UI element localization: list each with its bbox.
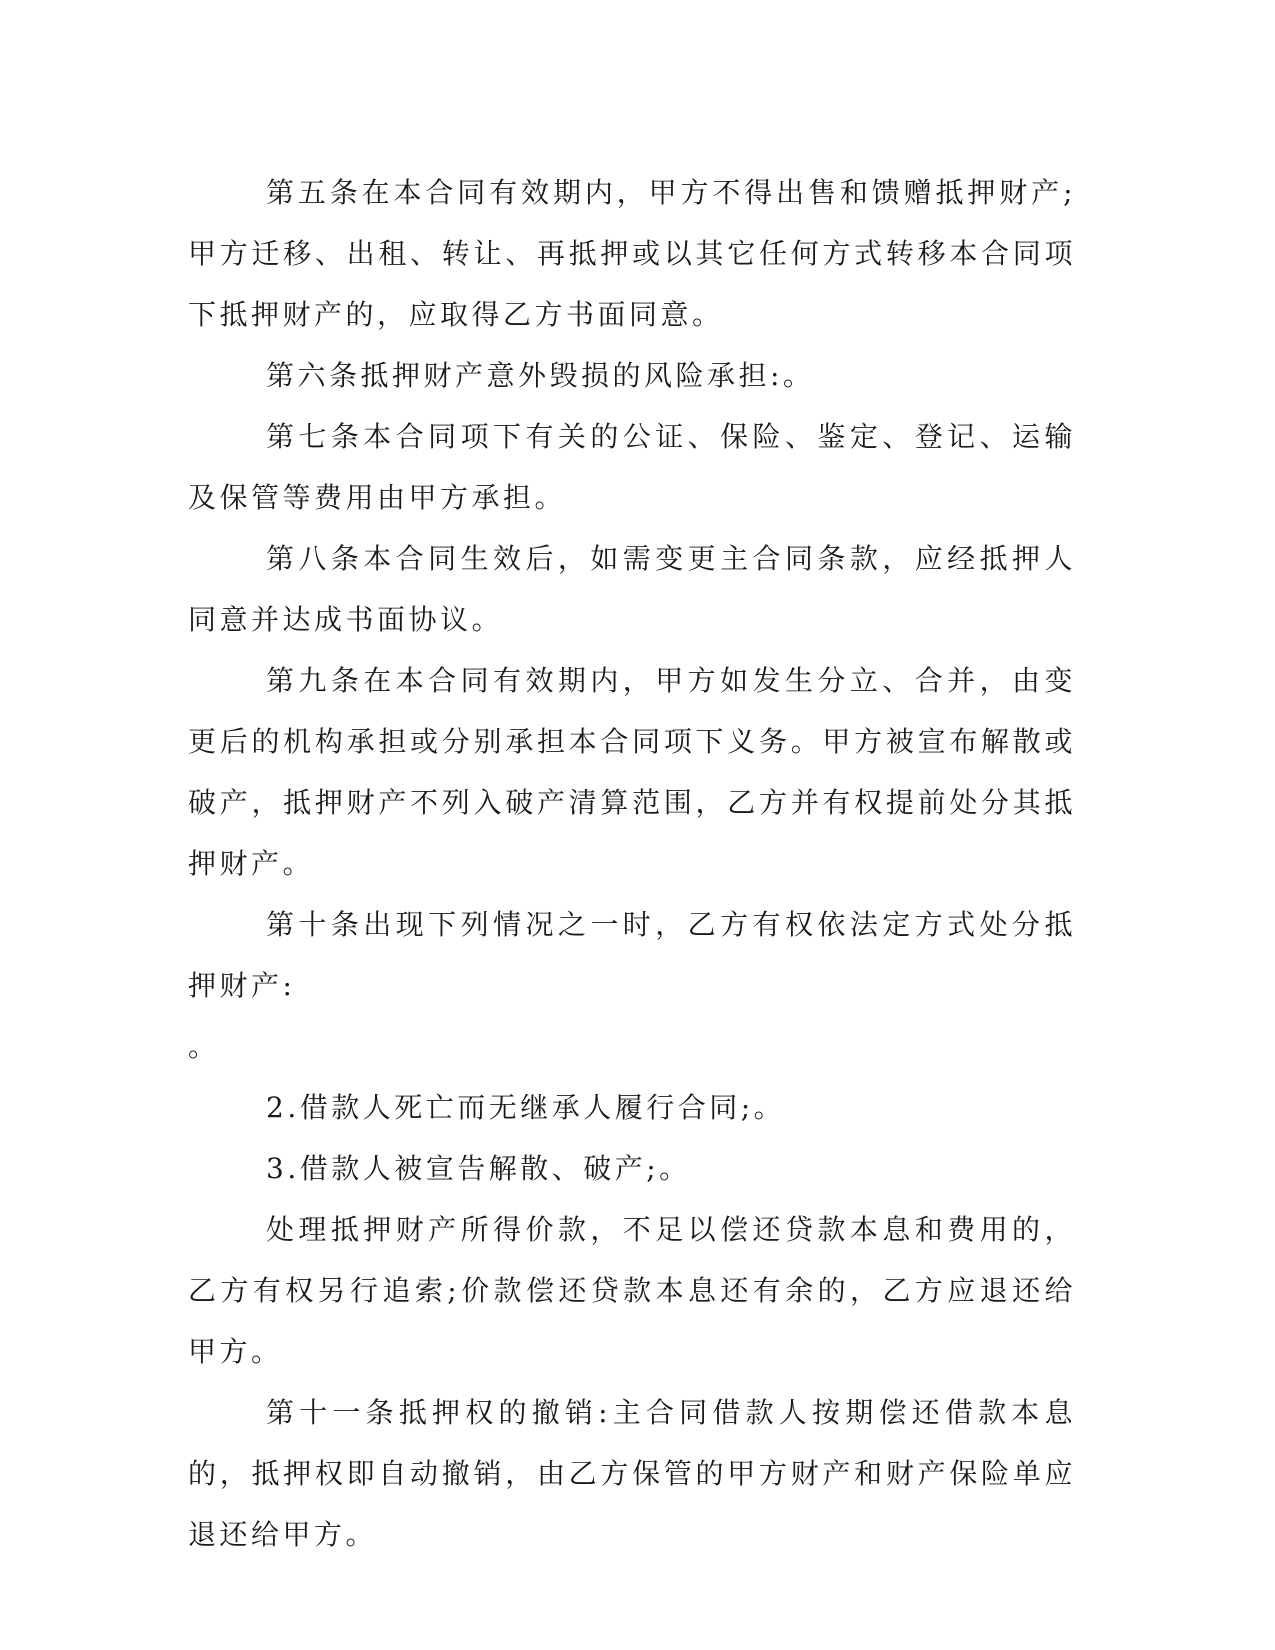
paragraph-article-9: 第九条在本合同有效期内，甲方如发生分立、合并，由变更后的机构承担或分别承担本合同项下义务。甲方被宣布解散或破产，抵押财产不列入破产清算范围，乙方并有权提前处分其抵押财产。 [188, 664, 1076, 880]
paragraph-article-5: 第五条在本合同有效期内，甲方不得出售和馈赠抵押财产;甲方迁移、出租、转让、再抵押或以其它任何方式转移本合同项下抵押财产的，应取得乙方书面同意。 [188, 176, 1076, 331]
paragraph-article-10-item-1: 。 [188, 1030, 220, 1063]
paragraph-article-7: 第七条本合同项下有关的公证、保险、鉴定、登记、运输及保管等费用由甲方承担。 [188, 420, 1076, 514]
paragraph-proceeds-handling: 处理抵押财产所得价款，不足以偿还贷款本息和费用的，乙方有权另行追索;价款偿还贷款本息还有余的，乙方应退还给甲方。 [188, 1213, 1076, 1368]
paragraph-article-10-item-2: 2.借款人死亡而无继承人履行合同;。 [266, 1091, 786, 1124]
paragraph-article-6: 第六条抵押财产意外毁损的风险承担:。 [266, 359, 815, 392]
paragraph-article-8: 第八条本合同生效后，如需变更主合同条款，应经抵押人同意并达成书面协议。 [188, 542, 1076, 636]
paragraph-article-11: 第十一条抵押权的撤销:主合同借款人按期偿还借款本息的，抵押权即自动撤销，由乙方保管的甲方财产和财产保险单应退还给甲方。 [188, 1396, 1076, 1551]
document-body [188, 162, 1076, 1565]
paragraph-article-10-item-3: 3.借款人被宣告解散、破产;。 [266, 1152, 691, 1185]
paragraph-article-10: 第十条出现下列情况之一时，乙方有权依法定方式处分抵押财产: [188, 908, 1076, 1002]
